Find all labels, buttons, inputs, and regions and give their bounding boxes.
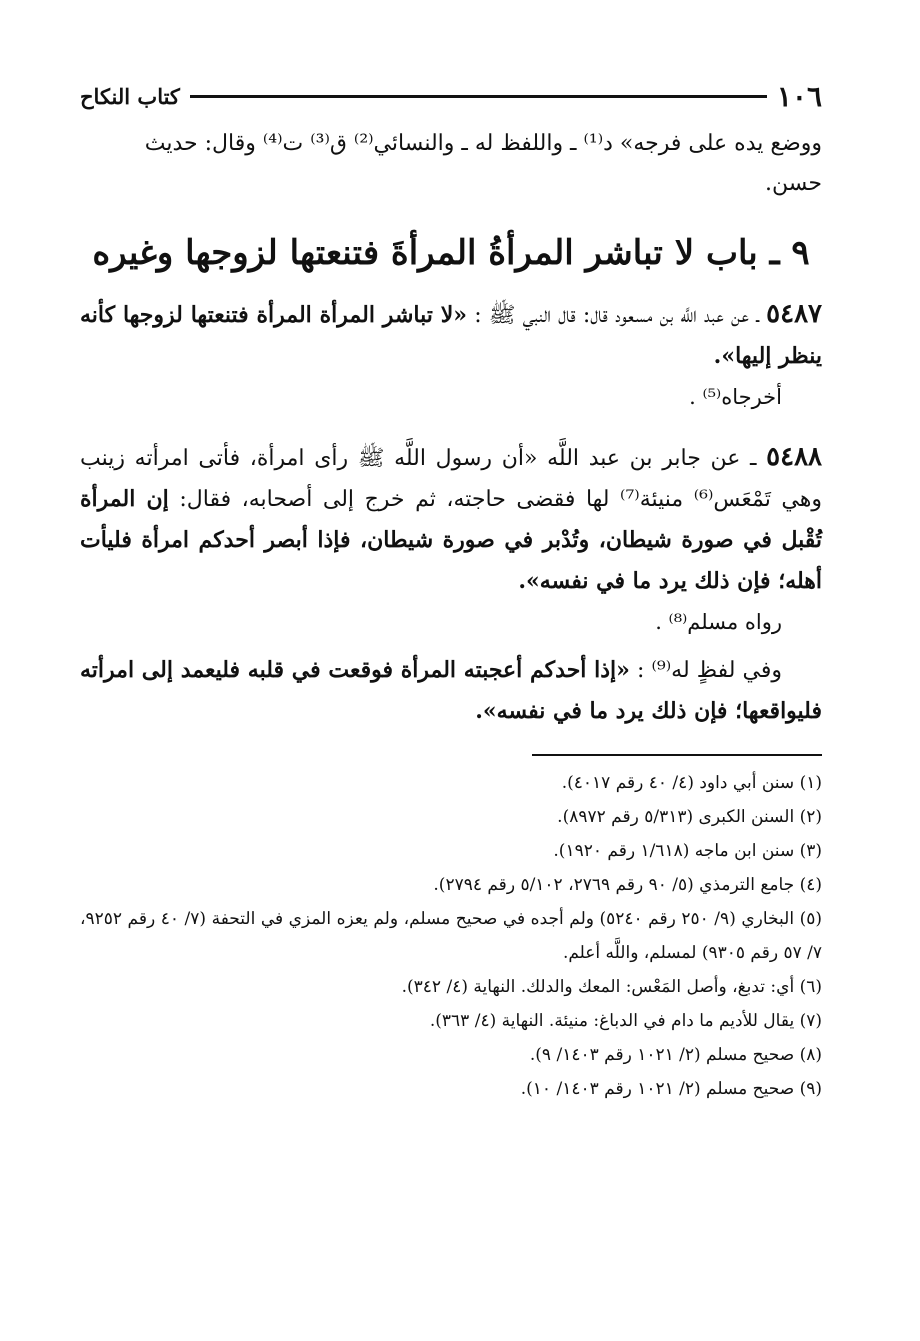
footnotes [80, 766, 822, 1106]
footnote: (٨) صحيح مسلم (٢/ ١٠٢١ رقم ١٤٠٣/ ٩). [529, 1045, 822, 1065]
hadith-source: أخرجاه⁽⁵⁾ . [689, 385, 782, 409]
footnote: (٦) أي: تدبغ، وأصل المَعْس: المعك والدلك. النهاية (٤/ ٣٤٢). [401, 977, 822, 997]
intro-line-1: ووضع يده على فرجه» د⁽¹⁾ ـ واللفظ له ـ والنسائي⁽²⁾ ق⁽³⁾ ت⁽⁴⁾ وقال: حديث [144, 131, 822, 156]
variant-text: «إذا أحدكم أعجبته المرأة فوقعت في قلبه فليعمد إلى امرأته فليواقعها؛ فإن ذلك يرد ما في نفسه». [80, 657, 822, 724]
footnote: (٩) صحيح مسلم (٢/ ١٠٢١ رقم ١٤٠٣/ ١٠). [520, 1079, 822, 1099]
footnote: (١) سنن أبي داود (٤/ ٤٠ رقم ٤٠١٧). [561, 773, 822, 793]
page-header [80, 78, 822, 114]
footnote: (٥) البخاري (٩/ ٢٥٠ رقم ٥٢٤٠) ولم أجده في صحيح مسلم، ولم يعزه المزي في التحفة (٧/ ٤٠ رقم ٩٢٥٢، ٧/ ٥٧ رقم ٩٣٠٥) لمسلم، واللَّه أعلم. [80, 909, 822, 963]
variant-lead: وفي لفظٍ له⁽⁹⁾ : [637, 658, 783, 683]
footnote: (٧) يقال للأديم ما دام في الدباغ: منيئة. النهاية (٤/ ٣٦٣). [429, 1011, 822, 1031]
hadith-5487 [80, 294, 822, 417]
hadith-number: ٥٤٨٧ [766, 299, 823, 329]
hadith-text: إن المرأة تُقْبل في صورة شيطان، وتُدْبر في صورة شيطان، فإذا أبصر أحدكم امرأة فليأت أهله؛ فإن ذلك يرد ما في نفسه». [80, 486, 822, 594]
chapter-heading: ٩ ـ باب لا تباشر المرأةُ المرأةَ فتنعتها لزوجها وغيره [92, 233, 810, 273]
footnote: (٤) جامع الترمذي (٥/ ٩٠ رقم ٢٧٦٩، ٥/١٠٢ رقم ٢٧٩٤). [433, 875, 822, 895]
intro-line-2: حسن. [765, 171, 822, 196]
footnote: (٣) سنن ابن ماجه (١/٦١٨ رقم ١٩٢٠). [553, 841, 822, 861]
book-title: كتاب النكاح [80, 83, 180, 109]
hadith-5488 [80, 437, 822, 732]
hadith-source: رواه مسلم⁽⁸⁾ . [655, 610, 782, 634]
hadith-lead: ـ عن عبد اللَّه بن مسعود قال: قال النبي ﷺ : [474, 303, 759, 328]
hadith-text: «لا تباشر المرأة المرأة فتنعتها لزوجها كأنه ينظر إليها». [80, 302, 822, 369]
footnote: (٢) السنن الكبرى (٥/٣١٣ رقم ٨٩٧٢). [557, 807, 822, 827]
hadith-lead: ـ عن جابر بن عبد اللَّه «أن رسول اللَّه ﷺ رأى امرأة، فأتى امرأته زينب وهي تَمْعَس⁽⁶⁾ منيئة⁽⁷⁾ لها فقضى حاجته، ثم خرج إلى أصحابه، فقال: [80, 446, 822, 512]
page-number: ١٠٦ [776, 79, 822, 113]
footnote-rule [532, 754, 822, 756]
header-rule [190, 95, 767, 98]
document-page [80, 78, 822, 1106]
hadith-number: ٥٤٨٨ [766, 442, 823, 472]
